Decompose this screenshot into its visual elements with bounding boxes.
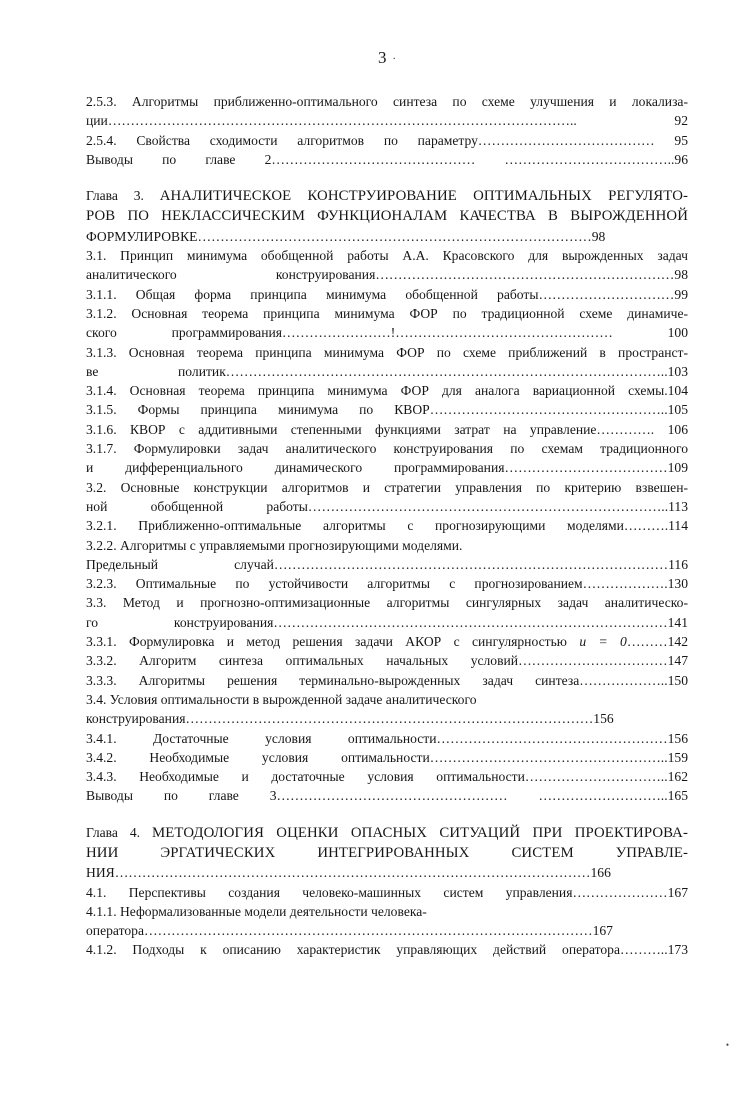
- toc-line: Предельный случай……………………………………………………………………………116: [86, 556, 688, 572]
- toc-line: 3.2.3. Оптимальные по устойчивости алгоритмы с прогнозированием……………….130: [86, 576, 688, 592]
- chapter-3-heading-line-1: [86, 186, 688, 206]
- chapter-3-title-part-2: РОВ ПО НЕКЛАССИЧЕСКИМ ФУНКЦИОНАЛАМ КАЧЕСТВА В ВЫРОЖДЕННОЙ: [86, 208, 688, 225]
- toc-line: 4.1. Перспективы создания человеко-машинных систем управления…………………167: [86, 884, 688, 900]
- toc-line: аналитического конструирования…………………………………………………………98: [86, 267, 688, 283]
- toc-line: 2.5.4. Свойства сходимости алгоритмов по параметру………………………………… 95: [86, 132, 688, 148]
- scan-speck: ·: [392, 53, 396, 65]
- chapter-3-heading-line-3: ФОРМУЛИРОВКЕ……………………………………………………………………………98: [86, 228, 606, 244]
- toc-line: 3.1.1. Общая форма принципа минимума обобщенной работы…………………………99: [86, 286, 688, 302]
- chapter-4-heading-line-3: НИЯ……………………………………………………………………………………………166: [86, 865, 611, 881]
- toc-line: 3.3. Метод и прогнозно-оптимизационные алгоритмы сингулярных задач аналитическо-: [86, 595, 688, 611]
- toc-line: 3.1.3. Основная теорема принципа минимума ФОР по схеме приближений в пространст-: [86, 344, 688, 360]
- toc-line: 4.1.2. Подходы к описанию характеристик управляющих действий оператора………..173: [86, 942, 688, 958]
- table-of-contents: [86, 92, 688, 960]
- formula-line-text: 3.3.1. Формулировка и метод решения задачи АКОР с сингулярностью: [86, 634, 567, 650]
- toc-line: 3.4.3. Необходимые и достаточные условия оптимальности…………………………..162: [86, 769, 688, 785]
- toc-line: 3.3.3. Алгоритмы решения терминально-вырожденных задач синтеза………………..150: [86, 672, 688, 688]
- toc-line: ной обобщенной работы……………………………………………………………………..113: [86, 498, 688, 514]
- formula-u-equals-zero: u = 0: [579, 634, 627, 650]
- toc-line: 4.1.1. Неформализованные модели деятельности человека-: [86, 903, 427, 919]
- toc-line: 3.4.2. Необходимые условия оптимальности……………………………………………..159: [86, 749, 688, 765]
- chapter-3-prefix: Глава 3.: [86, 188, 144, 204]
- toc-line: 3.1.5. Формы принципа минимума по КВОР……………………………………………..105: [86, 402, 688, 418]
- toc-line: 2.5.3. Алгоритмы приближенно-оптимального синтеза по схеме улучшения и локализа-: [86, 94, 688, 109]
- chapter-4-title-part-2: НИИ ЭРГАТИЧЕСКИХ ИНТЕГРИРОВАННЫХ СИСТЕМ УПРАВЛЕ-: [86, 844, 688, 861]
- chapter-4-title-part-1: МЕТОДОЛОГИЯ ОЦЕНКИ ОПАСНЫХ СИТУАЦИЙ ПРИ ПРОЕКТИРОВА-: [152, 824, 688, 841]
- toc-line: конструирования………………………………………………………………………………156: [86, 711, 614, 727]
- toc-line: 3.4.1. Достаточные условия оптимальности……………………………………………156: [86, 730, 688, 746]
- scan-edge-mark: •: [725, 1040, 729, 1050]
- toc-line: 3.2. Основные конструкции алгоритмов и стратегии управления по критерию взвешен-: [86, 479, 688, 495]
- toc-line: ве политик……………………………………………………………………………………..103: [86, 363, 688, 379]
- chapter-4-heading-line-2: [86, 843, 688, 863]
- page-number-value: 3: [378, 48, 387, 67]
- toc-line: 3.2.1. Приближенно-оптимальные алгоритмы с прогнозирующими моделями……….114: [86, 518, 688, 534]
- toc-line: 3.2.2. Алгоритмы с управляемыми прогнозирующими моделями.: [86, 537, 463, 553]
- spacer: [86, 169, 688, 186]
- toc-line: и дифференциального динамического программирования………………………………109: [86, 460, 688, 476]
- toc-line: 3.1.2. Основная теорема принципа минимума ФОР по традиционной схеме динамиче-: [86, 305, 688, 321]
- toc-line: 3.3.2. Алгоритм синтеза оптимальных начальных условий……………………………147: [86, 653, 688, 669]
- chapter-3-title-part-1: АНАЛИТИЧЕСКОЕ КОНСТРУИРОВАНИЕ ОПТИМАЛЬНЫХ РЕГУЛЯТО-: [159, 188, 689, 205]
- toc-line: Выводы по главе 3…………………………………………… ………………………..165: [86, 788, 688, 804]
- toc-line: го конструирования……………………………………………………………………………141: [86, 614, 688, 630]
- chapter-4-prefix: Глава 4.: [86, 824, 141, 840]
- toc-line: 3.1.6. КВОР с аддитивными степенными функциями затрат на управление…………. 106: [86, 421, 688, 437]
- toc-line: ского программирования……………………!………………………………………… 100: [86, 325, 688, 341]
- toc-line: Выводы по главе 2……………………………………… ………………………………..96: [86, 151, 688, 167]
- toc-line: оператора………………………………………………………………………………………167: [86, 923, 613, 939]
- toc-line: 3.1.4. Основная теорема принципа минимума ФОР для аналога вариационной схемы.104: [86, 383, 688, 399]
- chapter-3-heading-line-2: [86, 206, 688, 226]
- toc-line: 3.4. Условия оптимальности в вырожденной задаче аналитического: [86, 691, 477, 707]
- spacer: [86, 806, 688, 823]
- chapter-4-heading-line-1: [86, 823, 688, 843]
- page-number: [378, 48, 396, 68]
- toc-line: 3.1.7. Формулировки задач аналитического конструирования по схемам традиционного: [86, 441, 688, 457]
- formula-line-tail: ………142: [626, 634, 688, 650]
- toc-line: ции………………………………………………………………………………………….. 92: [86, 113, 688, 129]
- toc-line-formula: [86, 632, 688, 651]
- toc-line: 3.1. Принцип минимума обобщенной работы А.А. Красовского для вырожденных задач: [86, 248, 688, 264]
